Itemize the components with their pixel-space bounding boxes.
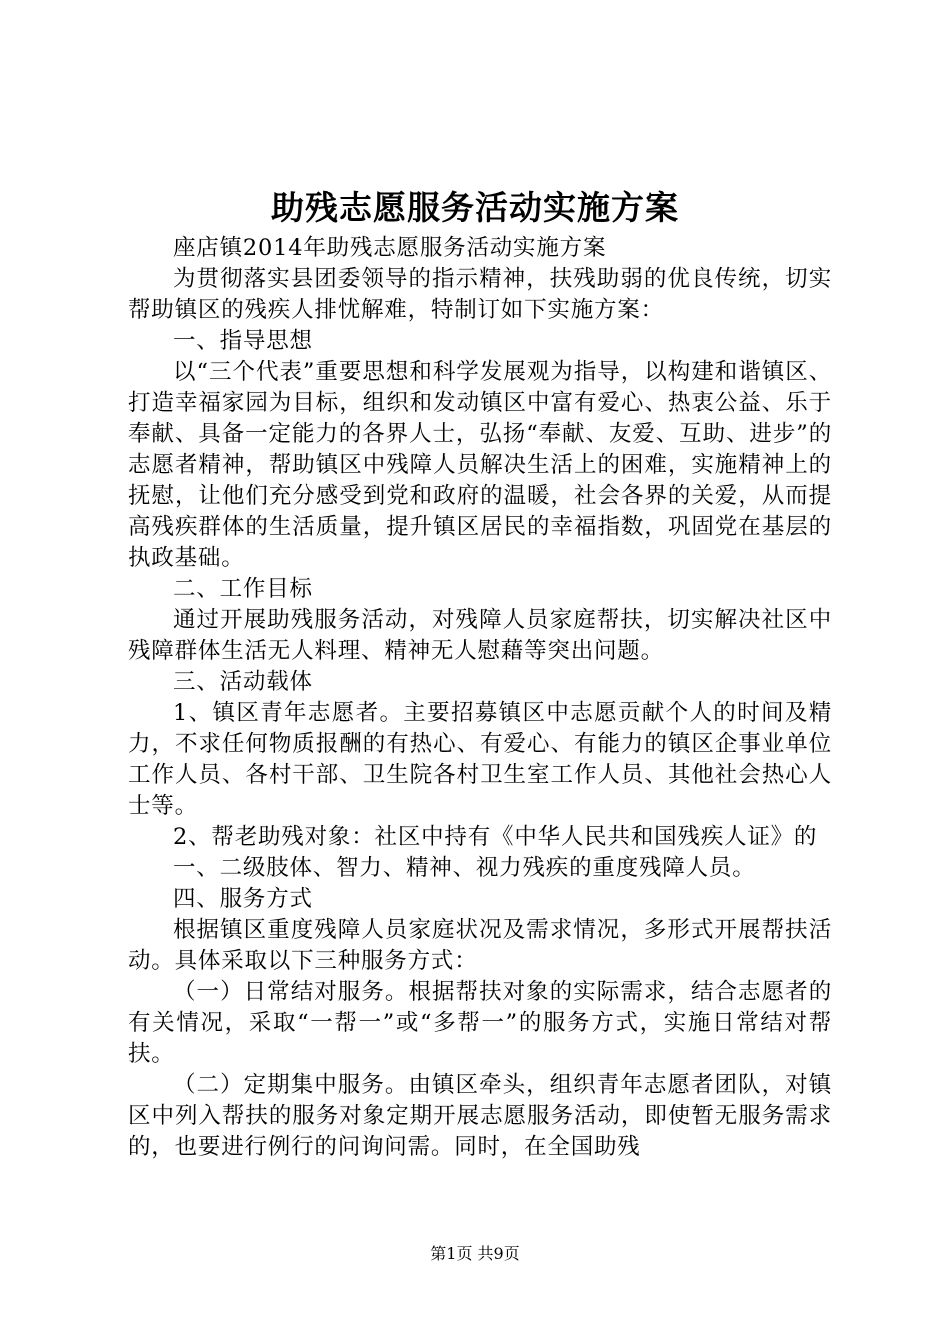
paragraph-service-targets: 2、帮老助残对象：社区中持有《中华人民共和国残疾人证》的	[173, 824, 818, 850]
paragraph-work-goal: 通过开展助残服务活动，对残障人员家庭帮扶，切实解决社区中残障群体生活无人料理、精神无人慰藉等突出问题。	[128, 607, 832, 664]
document-body	[128, 233, 832, 1163]
paragraph-subtitle: 座店镇2014年助残志愿服务活动实施方案	[173, 235, 607, 261]
paragraph-intro: 为贯彻落实县团委领导的指示精神，扶残助弱的优良传统，切实帮助镇区的残疾人排忧解难，特制订如下实施方案：	[128, 266, 832, 323]
paragraph-volunteers: 1、镇区青年志愿者。主要招募镇区中志愿贡献个人的时间及精力，不求任何物质报酬的有热心、有爱心、有能力的镇区企事业单位工作人员、各村干部、卫生院各村卫生室工作人员、其他社会热心人士等。	[128, 700, 832, 819]
paragraph-daily-service: （一）日常结对服务。根据帮扶对象的实际需求，结合志愿者的有关情况，采取“一帮一”或“多帮一”的服务方式，实施日常结对帮扶。	[128, 979, 832, 1067]
paragraph-guiding-thought: 以“三个代表”重要思想和科学发展观为指导，以构建和谐镇区、打造幸福家园为目标，组织和发动镇区中富有爱心、热衷公益、乐于奉献、具备一定能力的各界人士，弘扬“奉献、友爱、互助、进步”的志愿者精神，帮助镇区中残障人员解决生活上的困难，实施精神上的抚慰，让他们充分感受到党和政府的温暖，社会各界的关爱，从而提高残疾群体的生活质量，提升镇区居民的幸福指数，巩固党在基层的执政基础。	[128, 359, 832, 571]
paragraph-disability-levels: 一、二级肢体、智力、精神、视力残疾的重度残障人员。	[173, 855, 756, 881]
heading-service-method: 四、服务方式	[173, 886, 313, 912]
page-number-footer: 第1页 共9页	[430, 1244, 520, 1263]
heading-guiding-thought: 一、指导思想	[173, 328, 313, 354]
paragraph-service-method: 根据镇区重度残障人员家庭状况及需求情况，多形式开展帮扶活动。具体采取以下三种服务方式：	[128, 917, 832, 974]
document-title: 助残志愿服务活动实施方案	[271, 188, 679, 227]
heading-activity-carrier: 三、活动载体	[173, 669, 313, 695]
heading-work-goal: 二、工作目标	[173, 576, 313, 602]
paragraph-periodic-service: （二）定期集中服务。由镇区牵头，组织青年志愿者团队，对镇区中列入帮扶的服务对象定期开展志愿服务活动，即使暂无服务需求的，也要进行例行的问询问需。同时，在全国助残	[128, 1072, 832, 1160]
